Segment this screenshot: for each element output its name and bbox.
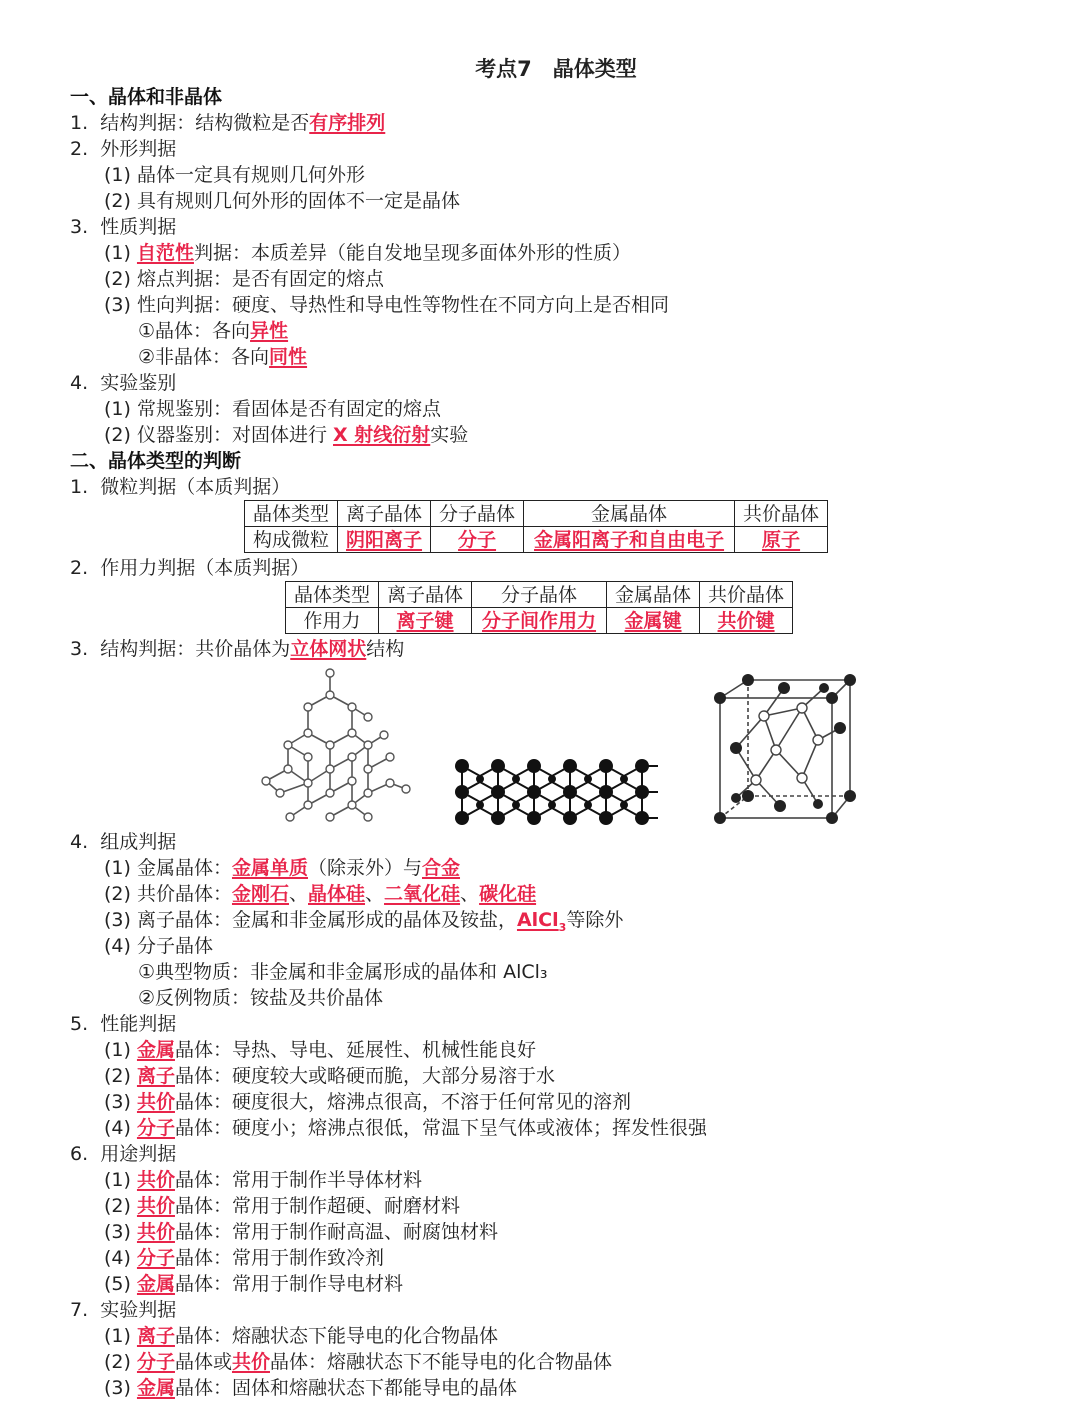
s1-item-3a: (1) 自范性判据：本质差异（能自发地呈现多面体外形的性质）	[104, 242, 631, 264]
s2-item-3: 3. 结构判据：共价晶体为立体网状结构	[70, 638, 405, 660]
s1-item-4b: (2) 仪器鉴别：对固体进行 X 射线衍射实验	[104, 424, 469, 446]
s2-item-7: 7. 实验判据	[70, 1299, 177, 1321]
s2-item-4d1: ①典型物质：非金属和非金属形成的晶体和 AlCl₃	[138, 961, 548, 983]
s1-item-3c: (3) 性向判据：硬度、导热性和导电性等物性在不同方向上是否相同	[104, 294, 669, 316]
s2-item-4d: (4) 分子晶体	[104, 935, 213, 957]
s1-item-3c2: ②非晶体：各向同性	[138, 346, 308, 368]
s1-item-4: 4. 实验鉴别	[70, 372, 177, 394]
table-row: 作用力 离子键 分子间作用力 金属键 共价键	[286, 608, 793, 634]
s1-item-2: 2. 外形判据	[70, 138, 177, 160]
s1-item-3c1: ①晶体：各向异性	[138, 320, 289, 342]
s1-item-2a: (1) 晶体一定具有规则几何外形	[104, 164, 365, 186]
s2-item-5: 5. 性能判据	[70, 1013, 177, 1035]
s2-item-4b: (2) 共价晶体：金刚石、晶体硅、二氧化硅、碳化硅	[104, 883, 537, 905]
s1-item-4a: (1) 常规鉴别：看固体是否有固定的熔点	[104, 398, 441, 420]
s2-item-6c: (3) 共价晶体：常用于制作耐高温、耐腐蚀材料	[104, 1221, 498, 1243]
s2-item-2: 2. 作用力判据（本质判据）	[70, 557, 310, 579]
s2-item-7b: (2) 分子晶体或共价晶体：熔融状态下不能导电的化合物晶体	[104, 1351, 613, 1373]
s2-item-5a: (1) 金属晶体：导热、导电、延展性、机械性能良好	[104, 1039, 536, 1061]
section-2-heading: 二、晶体类型的判断	[70, 450, 242, 472]
s2-item-7a: (1) 离子晶体：熔融状态下能导电的化合物晶体	[104, 1325, 498, 1347]
s2-item-4: 4. 组成判据	[70, 831, 177, 853]
s1-item-1: 1. 结构判据：结构微粒是否有序排列	[70, 112, 386, 134]
force-table	[285, 581, 793, 634]
s2-item-6: 6. 用途判据	[70, 1143, 177, 1165]
s2-item-6e: (5) 金属晶体：常用于制作导电材料	[104, 1273, 403, 1295]
s2-item-6d: (4) 分子晶体：常用于制作致冷剂	[104, 1247, 384, 1269]
page-title: 考点7 晶体类型	[475, 57, 637, 81]
diamond-structure-figure	[250, 665, 420, 835]
particle-table	[244, 500, 828, 553]
s2-item-4c: (3) 离子晶体：金属和非金属形成的晶体及铵盐，AlCl$_3$等除外	[104, 909, 624, 934]
s2-item-5b: (2) 离子晶体：硬度较大或略硬而脆，大部分易溶于水	[104, 1065, 555, 1087]
s1-item-2b: (2) 具有规则几何外形的固体不一定是晶体	[104, 190, 460, 212]
s2-item-5d: (4) 分子晶体：硬度小；熔沸点很低，常温下呈气体或液体；挥发性很强	[104, 1117, 707, 1139]
s2-item-1: 1. 微粒判据（本质判据）	[70, 476, 291, 498]
s2-item-5c: (3) 共价晶体：硬度很大，熔沸点很高，不溶于任何常见的溶剂	[104, 1091, 631, 1113]
s2-item-7c: (3) 金属晶体：固体和熔融状态下都能导电的晶体	[104, 1377, 517, 1399]
s2-item-4a: (1) 金属晶体：金属单质（除汞外）与合金	[104, 857, 461, 879]
s2-item-6b: (2) 共价晶体：常用于制作超硬、耐磨材料	[104, 1195, 460, 1217]
table-row: 构成微粒 阴阳离子 分子 金属阳离子和自由电子 原子	[245, 527, 828, 553]
cubic-cell-figure	[706, 668, 866, 828]
silica-chain-figure	[450, 752, 670, 828]
s2-item-6a: (1) 共价晶体：常用于制作半导体材料	[104, 1169, 422, 1191]
s1-item-3: 3. 性质判据	[70, 216, 177, 238]
answer-ordered: 有序排列	[309, 112, 386, 134]
s2-item-4d2: ②反例物质：铵盐及共价晶体	[138, 987, 384, 1009]
table-row: 晶体类型 离子晶体 分子晶体 金属晶体 共价晶体	[286, 582, 793, 608]
section-1-heading: 一、晶体和非晶体	[70, 86, 223, 108]
table-row: 晶体类型 离子晶体 分子晶体 金属晶体 共价晶体	[245, 501, 828, 527]
s1-item-3b: (2) 熔点判据：是否有固定的熔点	[104, 268, 384, 290]
